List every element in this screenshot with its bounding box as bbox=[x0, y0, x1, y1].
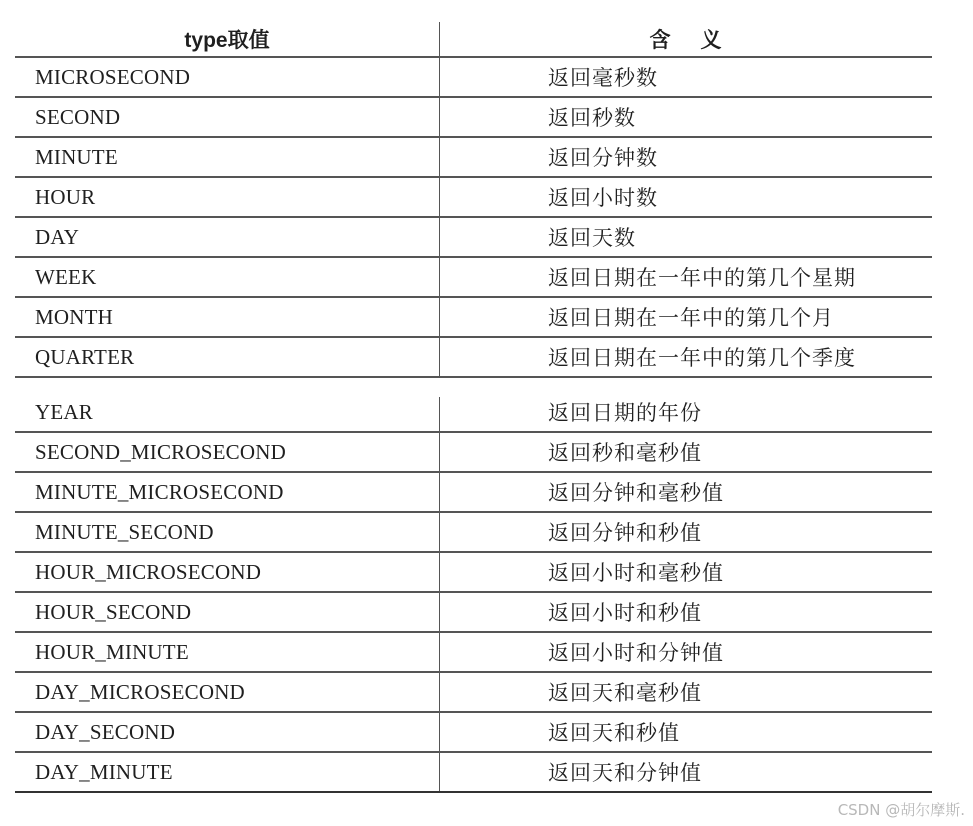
column-divider bbox=[439, 397, 440, 431]
type-cell: DAY bbox=[35, 224, 80, 249]
meaning-cell: 返回日期在一年中的第几个月 bbox=[548, 306, 834, 330]
column-divider bbox=[439, 633, 440, 671]
column-divider bbox=[439, 178, 440, 216]
column-divider bbox=[439, 138, 440, 176]
table-row bbox=[15, 633, 932, 673]
table-row bbox=[15, 593, 932, 633]
type-cell: DAY_MICROSECOND bbox=[35, 679, 245, 704]
table-row bbox=[15, 753, 932, 793]
header-meaning-col: 含义 bbox=[649, 28, 752, 52]
meaning-cell: 返回日期在一年中的第几个星期 bbox=[548, 266, 856, 290]
meaning-cell: 返回分钟和秒值 bbox=[548, 521, 702, 545]
type-cell: DAY_SECOND bbox=[35, 719, 176, 744]
table-row bbox=[15, 98, 932, 138]
page-break-gap bbox=[15, 378, 932, 393]
type-cell: HOUR_MICROSECOND bbox=[35, 559, 262, 584]
table-row bbox=[15, 553, 932, 593]
type-cell: SECOND_MICROSECOND bbox=[35, 439, 286, 464]
column-divider bbox=[439, 713, 440, 751]
type-cell: MICROSECOND bbox=[35, 64, 191, 89]
column-divider bbox=[439, 473, 440, 511]
meaning-cell: 返回分钟和毫秒值 bbox=[548, 481, 724, 505]
meaning-cell: 返回日期的年份 bbox=[548, 401, 702, 425]
table-row bbox=[15, 218, 932, 258]
meaning-cell: 返回天和分钟值 bbox=[548, 761, 702, 785]
table-row bbox=[15, 258, 932, 298]
table-row bbox=[15, 138, 932, 178]
type-cell: DAY_MINUTE bbox=[35, 759, 173, 784]
column-divider bbox=[439, 258, 440, 296]
meaning-cell: 返回小时数 bbox=[548, 186, 658, 210]
meaning-cell: 返回秒数 bbox=[548, 106, 636, 130]
meaning-cell: 返回秒和毫秒值 bbox=[548, 441, 702, 465]
column-divider bbox=[439, 98, 440, 136]
column-divider bbox=[439, 553, 440, 591]
column-divider bbox=[439, 513, 440, 551]
table-row bbox=[15, 178, 932, 218]
type-cell: QUARTER bbox=[35, 344, 135, 369]
column-divider bbox=[439, 753, 440, 791]
table-row bbox=[15, 513, 932, 553]
type-values-table bbox=[15, 22, 932, 793]
meaning-cell: 返回分钟数 bbox=[548, 146, 658, 170]
column-divider bbox=[439, 338, 440, 376]
column-divider bbox=[439, 673, 440, 711]
table-row bbox=[15, 433, 932, 473]
meaning-cell: 返回日期在一年中的第几个季度 bbox=[548, 346, 856, 370]
type-cell: YEAR bbox=[35, 399, 93, 424]
type-cell: MINUTE bbox=[35, 144, 118, 169]
column-divider bbox=[439, 433, 440, 471]
type-cell: MINUTE_SECOND bbox=[35, 519, 214, 544]
table-row bbox=[15, 713, 932, 753]
csdn-watermark: CSDN @胡尔摩斯. bbox=[837, 801, 965, 819]
meaning-cell: 返回天数 bbox=[548, 226, 636, 250]
table-row bbox=[15, 673, 932, 713]
type-cell: HOUR_SECOND bbox=[35, 599, 192, 624]
header-type-col: type取值 bbox=[184, 29, 270, 52]
meaning-cell: 返回天和毫秒值 bbox=[548, 681, 702, 705]
table-row bbox=[15, 473, 932, 513]
column-divider bbox=[439, 218, 440, 256]
column-divider bbox=[439, 298, 440, 336]
type-cell: WEEK bbox=[35, 264, 97, 289]
type-cell: MINUTE_MICROSECOND bbox=[35, 479, 284, 504]
meaning-cell: 返回天和秒值 bbox=[548, 721, 680, 745]
table-row bbox=[15, 298, 932, 338]
type-cell: SECOND bbox=[35, 104, 121, 129]
type-cell: HOUR bbox=[35, 184, 96, 209]
meaning-cell: 返回小时和秒值 bbox=[548, 601, 702, 625]
table-row bbox=[15, 58, 932, 98]
meaning-cell: 返回小时和分钟值 bbox=[548, 641, 724, 665]
type-cell: MONTH bbox=[35, 304, 113, 329]
column-divider bbox=[439, 58, 440, 96]
column-divider bbox=[439, 593, 440, 631]
table-header bbox=[15, 22, 932, 58]
meaning-cell: 返回毫秒数 bbox=[548, 66, 658, 90]
table-row bbox=[15, 338, 932, 378]
table-row bbox=[15, 393, 932, 433]
meaning-cell: 返回小时和毫秒值 bbox=[548, 561, 724, 585]
type-cell: HOUR_MINUTE bbox=[35, 639, 189, 664]
